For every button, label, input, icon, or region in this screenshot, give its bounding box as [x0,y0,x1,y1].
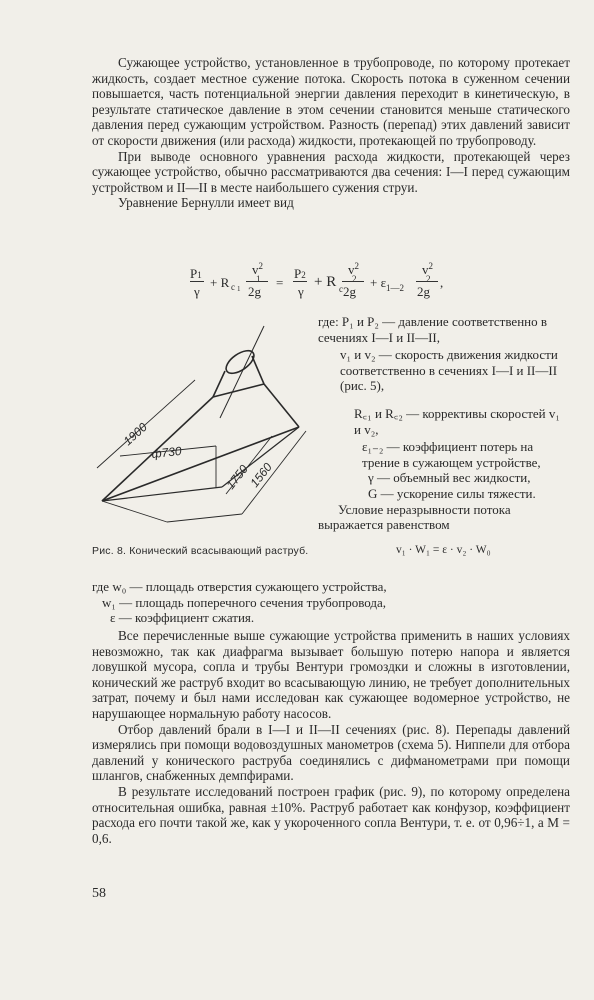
eq-v2: $v^2$ [348,261,359,277]
eq-plus-r2: + R [314,274,337,290]
eq-v2b: $v^2$ [422,261,433,277]
eq-v1-sub: 1 [256,274,261,284]
continuity-formula: v₁ · W₁ = ε · v₂ · W₀ [396,544,491,556]
def-epsilon: ε — коэффициент сжатия. [110,610,255,626]
def-specific-weight: γ — объемный вес жидкости, [368,470,531,486]
paragraph-3: Уравнение Бернулли имеет вид [118,195,294,211]
eq-fraction-bar-5 [416,281,438,282]
eq-plus-eps: + ε [370,275,387,290]
eq-2g-2: 2g [343,284,356,299]
eq-fraction-bar-4 [342,281,364,282]
eq-gamma2: γ [298,284,304,299]
eq-equals: = [276,275,284,290]
continuity-intro: Условие неразрывности потока выражается равенством [318,501,511,533]
figure-conical-inlet [92,318,316,540]
eq-plus-r1: + R [210,275,230,290]
dimension-730: ф730 [150,443,183,461]
paragraph-4: Все перечисленные выше сужающие устройства применить в наших условиях невозможно, так как диафрагма вызывает большую потерю напора и является ловушкой мусора, сопла и трубы Вентури громоздки и сложны в изготовлении, конический же раструб входит во всасывающую линию, не требует дополнительных затрат, почему и был нами исследован как сужающее водомерное устройство, не нарушающее нормальную работу насосов. [92,628,570,721]
def-velocity: v₁ и v₂ — скорость движения жидкости соответственно в сечениях I—I и II—II (рис. 5), [340,347,558,394]
eq-fraction-bar-2 [246,281,268,282]
eq-gamma1: γ [194,284,200,299]
eq-fraction-bar-1 [190,281,204,282]
eq-rc1-sub: 1 [237,285,241,293]
eq-fraction-bar-3 [293,281,307,282]
variable-definitions [318,314,570,533]
def-w1: w₁ — площадь поперечного сечения трубопровода, [102,594,387,610]
paragraph-5: Отбор давлений брали в I—I и II—II сечениях (рис. 8). Перепады давлений измерялись при помощи водовоздушных манометров (схема 5). Ниппели для отбора давлений у конического раструба соединялись с дифманометрами при помощи шлангов, снабженных демпфирами. [92,721,570,784]
eq-comma: , [440,275,444,290]
paragraph-2: При выводе основного уравнения расхода жидкости, протекающей через сужающее устройство, обычно рассматриваются два сечения: I—I перед сужающим устройством и II—II в месте наибольшего сужения струи. [92,148,570,195]
eq-p1: P1 [190,266,202,281]
bernoulli-equation [190,262,550,306]
def-pressure: где: P₁ и P₂ — давление соответственно в сечениях I—I и II—II, [318,314,547,345]
paragraph-6: В результате исследований построен график (рис. 9), по которому определена относительная ошибка, равная ±10%. Раструб работает как конфузор, коэффициент расхода его почти такой же, как у укороченного сопла Вентури, т. е. от 0,96÷1, а M = 0,6. [92,783,570,846]
eq-2g-3: 2g [417,284,430,299]
eq-eps-sub: 1—2 [386,283,404,293]
dimension-1750: 1750 [223,462,251,492]
eq-v2-sub: 2 [352,274,357,284]
def-gravity: G — ускорение силы тяжести. [368,485,536,501]
eq-p2: P2 [294,266,306,281]
dimension-1900: 1900 [120,419,150,449]
def-loss-coeff: ε₁₋₂ — коэффициент потерь на трение в сужающем устройстве, [362,439,541,470]
paragraph-1: Сужающее устройство, установленное в трубопроводе, по которому протекает жидкость, создает местное сужение потока. Скорость потока в суженном сечении повышается, часть потенциальной энергии давления переходит в кинетическую, в результате статическое давление в этом сечении становится меньше статического давления перед сужающим устройством. Разность (перепад) этих давлений зависит от скорости движения (или расхода) жидкости, протекающей по трубопроводу. [92,55,570,148]
eq-rc1: c [231,282,235,292]
page-number: 58 [92,886,106,901]
eq-2g-1: 2g [248,284,261,299]
continuity-definitions [92,579,570,626]
conical-inlet-drawing [92,318,316,540]
def-w0: где w₀ — площадь отверстия сужающего устройства, [92,579,387,594]
eq-rc2: c [339,284,343,294]
eq-v1: $v^2$ [252,261,263,277]
eq-v2b-sub: 2 [426,274,431,284]
dimension-1560: 1560 [247,460,275,490]
intro-text [92,55,570,211]
figure-caption: Рис. 8. Конический всасывающий раструб. [92,545,309,557]
def-correction: R꜀₁ и R꜀₂ — коррективы скоростей v₁ и v₂, [354,405,560,437]
main-text [92,628,570,846]
